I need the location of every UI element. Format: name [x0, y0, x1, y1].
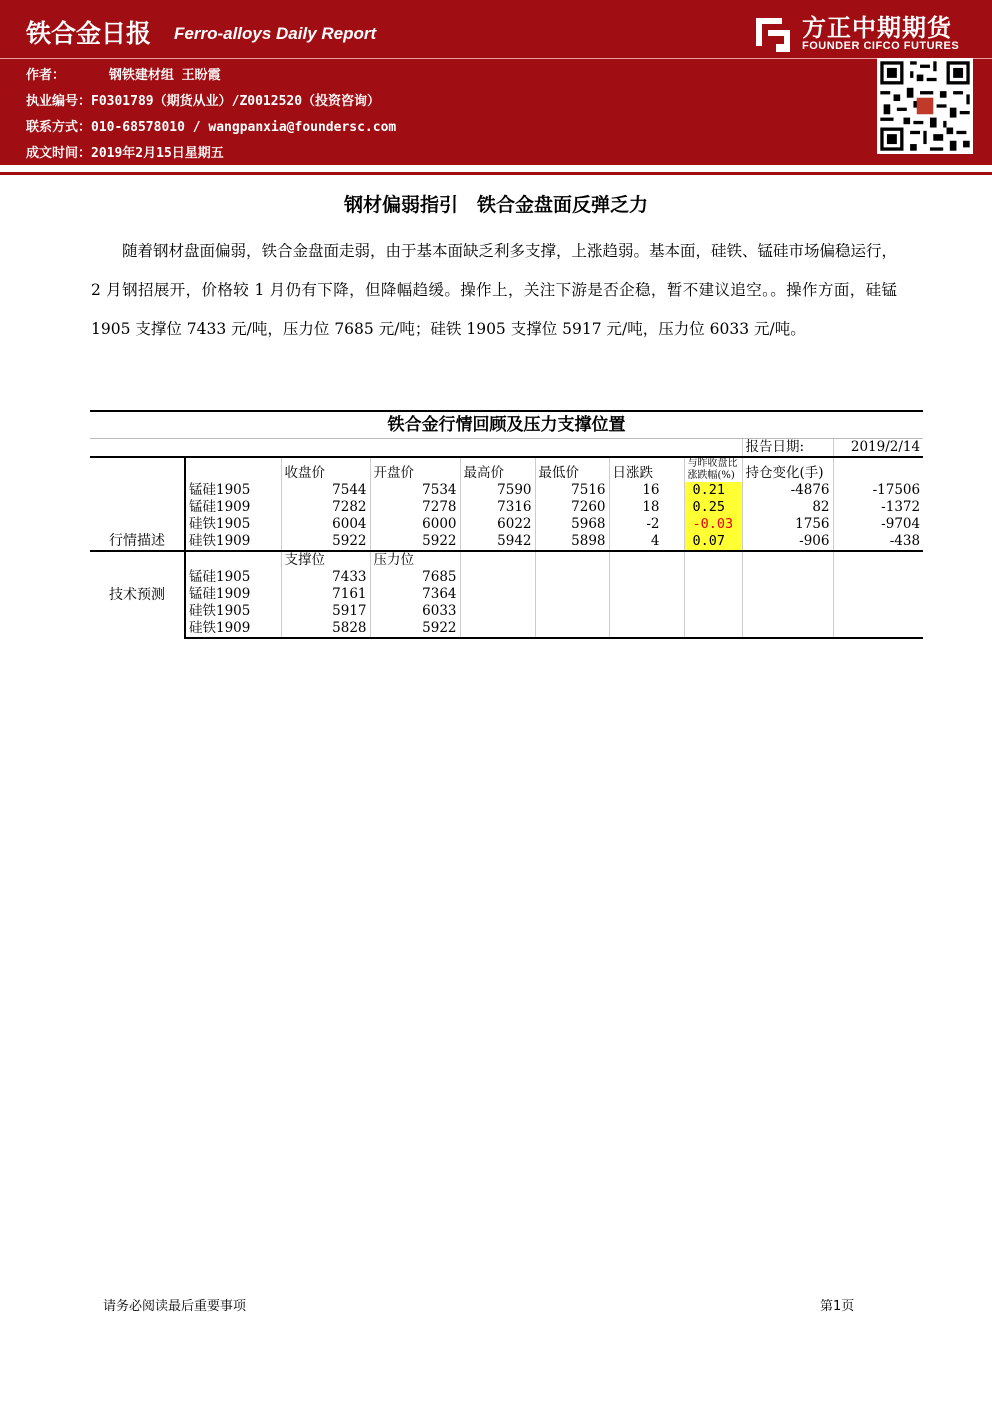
- qr-code-icon[interactable]: [877, 58, 973, 154]
- close-price: 7544: [281, 482, 370, 499]
- close-price: 6004: [281, 516, 370, 533]
- position-total-change: -438: [833, 533, 923, 551]
- high-price: 6022: [460, 516, 535, 533]
- change-pct: -0.03: [684, 516, 742, 533]
- col-header: 日涨跌: [609, 457, 684, 482]
- contract-name: 锰硅1905: [189, 482, 251, 498]
- position-total-change: -9704: [833, 516, 923, 533]
- open-price: 7534: [370, 482, 460, 499]
- header-red-line: [0, 172, 992, 175]
- date-line: 成文时间：2019年2月15日星期五: [26, 146, 224, 161]
- table-row: [90, 516, 923, 533]
- low-price: 5898: [535, 533, 609, 551]
- col-header: 压力位: [370, 551, 460, 569]
- table-title: 铁合金行情回顾及压力支撑位置: [90, 411, 923, 439]
- col-header: 收盘价: [281, 457, 370, 482]
- contract-name: 硅铁1909: [185, 620, 281, 638]
- col-header: 持仓变化(手): [742, 457, 833, 482]
- resistance-level: 7685: [370, 569, 460, 586]
- tech-section-label: 技术预测: [90, 551, 185, 638]
- article-headline: 钢材偏弱指引 铁合金盘面反弹乏力: [343, 194, 648, 216]
- daily-change: 4: [609, 533, 684, 551]
- report-title-en: Ferro-alloys Daily Report: [174, 24, 377, 43]
- low-price: 7516: [535, 482, 609, 499]
- position-total-change: -17506: [833, 482, 923, 499]
- position-change: -4876: [742, 482, 833, 499]
- page-number: 第1页: [820, 1299, 855, 1314]
- author-value: 钢铁建材组 王盼霞: [108, 68, 221, 83]
- low-price: 5968: [535, 516, 609, 533]
- table-row: [90, 499, 923, 516]
- open-price: 7278: [370, 499, 460, 516]
- position-change: -906: [742, 533, 833, 551]
- high-price: 5942: [460, 533, 535, 551]
- col-header: 支撑位: [281, 551, 370, 569]
- open-price: 5922: [370, 533, 460, 551]
- logo-mark-icon: [752, 10, 794, 52]
- position-change: 1756: [742, 516, 833, 533]
- daily-change: 18: [609, 499, 684, 516]
- support-level: 7161: [281, 586, 370, 603]
- position-total-change: -1372: [833, 499, 923, 516]
- report-title-cn: 铁合金日报: [26, 19, 152, 48]
- high-price: 7590: [460, 482, 535, 499]
- change-pct: 0.21: [684, 482, 742, 499]
- table-header-row: [90, 457, 923, 482]
- table-row: [90, 586, 923, 603]
- logo-text-en: FOUNDER CIFCO FUTURES: [802, 40, 960, 52]
- article-body: 随着钢材盘面偏弱，铁合金盘面走弱，由于基本面缺乏利多支撑，上涨趋弱。基本面，硅铁、锰硅市场偏稳运行，2 月钢招展开，价格较 1 月仍有下降，但降幅趋缓。操作上，关注下游是否企稳，暂不建议追空。。操作方面，硅锰 1905 支撑位 7433 元/吨，压力位 7685 元/吨；硅铁 1905 支撑位 5917 元/吨，压力位 6033 元/吨。: [91, 242, 898, 338]
- contract-name: 锰硅1909: [189, 586, 251, 602]
- contact-line[interactable]: 联系方式：010-68578010 / wangpanxia@foundersc.com: [26, 120, 397, 135]
- report-date-label: 报告日期:: [742, 439, 833, 458]
- license-line: 执业编号：F0301789（期货从业）/Z0012520（投资咨询）: [26, 94, 381, 109]
- author-label: 作者：: [26, 68, 66, 83]
- position-change: 82: [742, 499, 833, 516]
- company-logo: [752, 8, 977, 56]
- table-row: [90, 569, 923, 586]
- tech-header-row: [90, 551, 923, 569]
- col-header: 最低价: [535, 457, 609, 482]
- low-price: 7260: [535, 499, 609, 516]
- daily-change: 16: [609, 482, 684, 499]
- contract-name: 锰硅1909: [189, 499, 251, 515]
- resistance-level: 5922: [370, 620, 460, 638]
- high-price: 7316: [460, 499, 535, 516]
- support-level: 5828: [281, 620, 370, 638]
- col-header: 开盘价: [370, 457, 460, 482]
- report-date: 2019/2/14: [833, 439, 923, 458]
- contract-name: 锰硅1905: [189, 569, 251, 585]
- logo-text-cn: 方正中期期货: [802, 14, 952, 42]
- open-price: 6000: [370, 516, 460, 533]
- change-pct: 0.07: [684, 533, 742, 551]
- table-row: [90, 620, 923, 638]
- contract-name: 硅铁1905: [189, 516, 251, 532]
- support-level: 5917: [281, 603, 370, 620]
- col-header: 最高价: [460, 457, 535, 482]
- author-line: [26, 64, 221, 83]
- table-row: [90, 603, 923, 620]
- col-header: 与昨收盘比涨跌幅(%): [684, 457, 742, 482]
- table-row: [90, 533, 923, 551]
- resistance-level: 7364: [370, 586, 460, 603]
- header-divider: [0, 58, 992, 59]
- contract-name: 硅铁1905: [189, 603, 251, 619]
- footer-notice: 请务必阅读最后重要事项: [103, 1299, 247, 1314]
- change-pct: 0.25: [684, 499, 742, 516]
- col-header: [833, 457, 923, 482]
- market-table: [90, 410, 923, 639]
- market-section-label: 行情描述: [90, 457, 185, 551]
- contract-name: 硅铁1909: [189, 533, 251, 549]
- close-price: 7282: [281, 499, 370, 516]
- report-header: [0, 0, 992, 165]
- daily-change: -2: [609, 516, 684, 533]
- close-price: 5922: [281, 533, 370, 551]
- resistance-level: 6033: [370, 603, 460, 620]
- table-row: [90, 482, 923, 499]
- support-level: 7433: [281, 569, 370, 586]
